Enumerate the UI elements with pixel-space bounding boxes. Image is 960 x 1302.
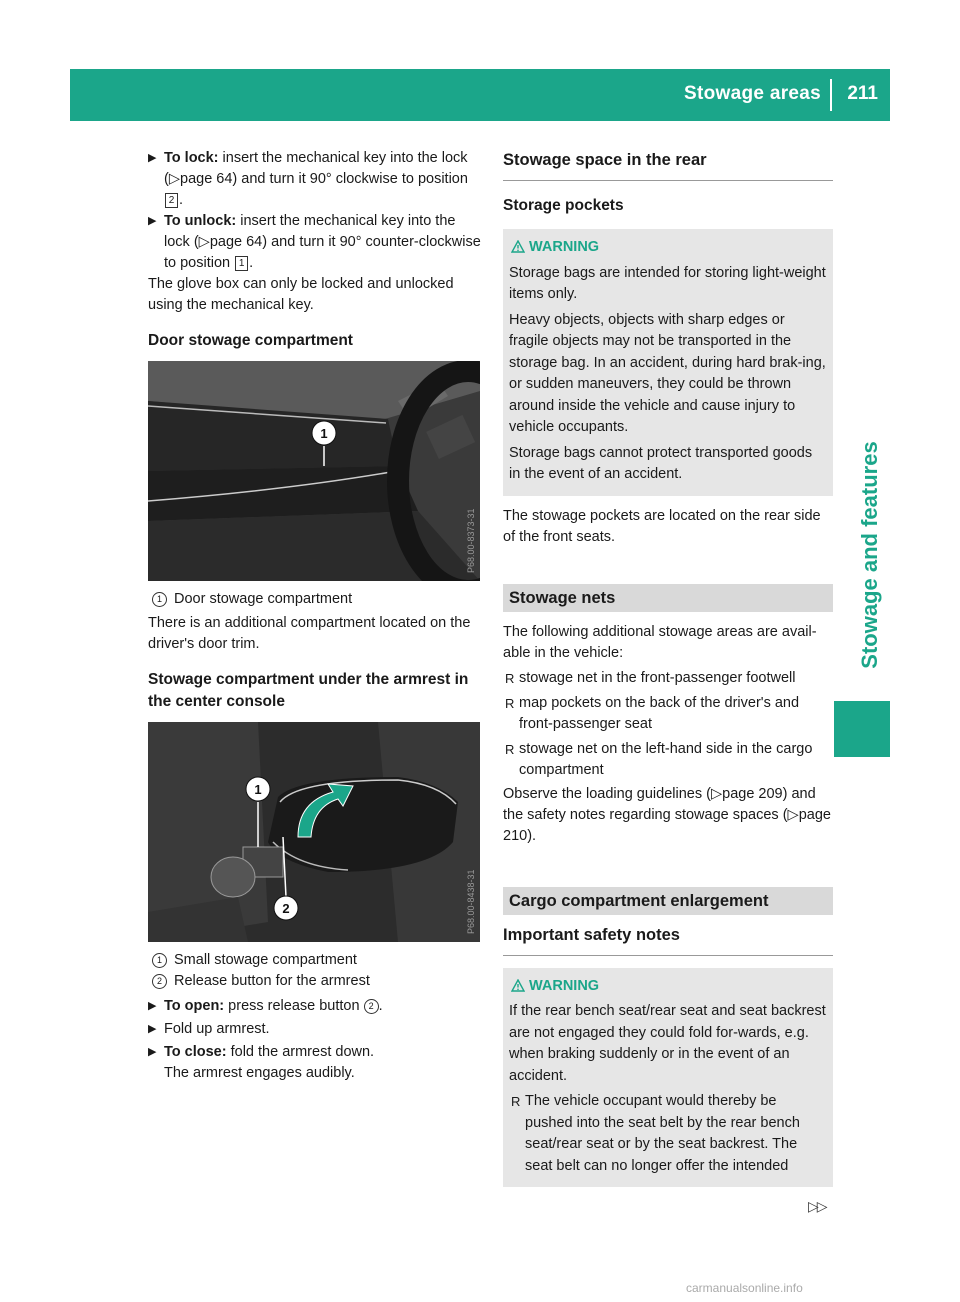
warning-title: WARNING [509,237,827,259]
section-title: Stowage areas [684,83,821,104]
right-column [503,148,833,1187]
page-number: 211 [847,83,878,104]
callout-marker-2: 2 [282,901,290,916]
step-arrow-icon: ▶ [148,152,157,164]
bullet-icon: R [505,741,515,757]
warning-triangle-icon [511,979,525,992]
position-marker: 2 [165,193,178,208]
page-ref-arrow-icon: ▷ [198,234,210,250]
list-item: R stowage net in the front-passenger footwell [503,668,833,689]
bullet-icon: R [505,670,515,686]
door-stowage-photo [148,361,480,581]
callout-number: 1 [152,953,167,968]
callout-number: 2 [152,974,167,989]
side-tab-label: Stowage and features [857,441,882,669]
page-ref-arrow-icon: ▷ [168,171,180,187]
step-arrow-icon: ▶ [148,1023,157,1035]
warning-triangle-icon [511,240,525,253]
side-tab-marker [834,701,890,757]
photo-code: P68.00-8438-31 [466,869,476,934]
pockets-note: The stowage pockets are located on the rear side of the front seats. [503,507,821,545]
armrest-heading: Stowage compartment under the armrest in the center console [148,671,469,710]
callout-release-button: 2 Release button for the armrest [148,971,482,992]
page-ref-link[interactable]: page 64 [209,234,263,250]
cargo-enlargement-heading: Cargo compartment enlargement [503,887,833,915]
step-fold-up: ▶ Fold up armrest. [148,1019,482,1040]
step-open: ▶ To open: press release button 2 . [148,996,482,1017]
nets-intro: The following additional stowage areas are avail-able in the vehicle: [503,623,817,661]
callout-door-compartment: 1 Door stowage compartment [148,589,482,610]
photo-code: P68.00-8373-31 [466,508,476,573]
step-arrow-icon: ▶ [148,1046,157,1058]
step-arrow-icon: ▶ [148,1000,157,1012]
list-item: R stowage net on the left-hand side in the cargo compartment [505,740,813,778]
page-ref-arrow-icon: ▷ [787,806,799,823]
page-ref-arrow-icon: ▷ [710,785,723,802]
watermark-url: carmanualsonline.info [686,1281,803,1295]
list-item: R The vehicle occupant would thereby be pushed into the seat belt by the rear bench seat/rear seat or by the seat backrest. The seat belt can no longer offer the intended [511,1093,800,1174]
bullet-icon: R [511,1094,521,1109]
callout-small-compartment: 1 Small stowage compartment [148,950,482,971]
storage-pockets-heading: Storage pockets [503,197,624,214]
list-item: R map pockets on the back of the driver's and front-passenger seat [505,694,800,732]
header-bar [70,69,890,121]
safety-notes-heading: Important safety notes [503,923,833,956]
nets-observe-note: Observe the loading guidelines (▷page 209) and the safety notes regarding stowage spaces (▷page 210). [503,785,831,844]
callout-marker-1: 1 [254,782,262,797]
page-ref-link[interactable]: page 209 [722,785,783,802]
left-column [148,148,482,1084]
continue-arrows-icon: ▷▷ [808,1198,826,1214]
side-tab [834,420,890,690]
step-arrow-icon: ▶ [148,215,157,227]
page-ref-link[interactable]: page 64 [180,171,233,187]
page-ref-link[interactable]: page 210 [503,806,831,844]
stowage-nets-heading: Stowage nets [503,584,833,612]
header-separator [830,79,832,111]
warning-box: WARNING Storage bags are intended for storing light-weight items only. Heavy objects, objects with sharp edges or fragile objects may not be transported in the storage bag. In an accident, during hard brak-ing, or sudden maneuvers, they could be thrown around inside the vehicle and cause injury to vehicle occupants. Storage bags cannot protect transported goods in the event of an accident. [503,229,833,496]
callout-marker-1: 1 [320,426,328,441]
warning-title: WARNING [509,976,827,998]
step-lock: ▶ To lock: insert the mechanical key into the lock (▷page 64) and turn it 90° clockwise to position 2 . [148,150,468,208]
step-unlock: ▶ To unlock: insert the mechanical key into the lock (▷page 64) and turn it 90° counter-clockwise to position 1 . [148,213,481,271]
bullet-icon: R [505,695,515,711]
armrest-photo [148,722,480,942]
position-marker: 1 [235,256,248,271]
warning-box: WARNING If the rear bench seat/rear seat and seat backrest are not engaged they could fold for-wards, e.g. when braking suddenly or in the event of an accident. R The vehicle occupant would thereby be pushed into the seat belt by the rear bench seat/rear seat or by the seat backrest. The seat belt can no longer offer the intended [503,968,833,1188]
rear-stowage-heading: Stowage space in the rear [503,148,833,181]
door-stowage-heading: Door stowage compartment [148,332,353,349]
glove-box-note: The glove box can only be locked and unlocked using the mechanical key. [148,276,454,313]
door-note: There is an additional compartment located on the driver's door trim. [148,615,471,652]
step-close: ▶ To close: fold the armrest down. The armrest engages audibly. [148,1044,375,1081]
callout-number: 2 [364,999,379,1014]
callout-number: 1 [152,592,167,607]
